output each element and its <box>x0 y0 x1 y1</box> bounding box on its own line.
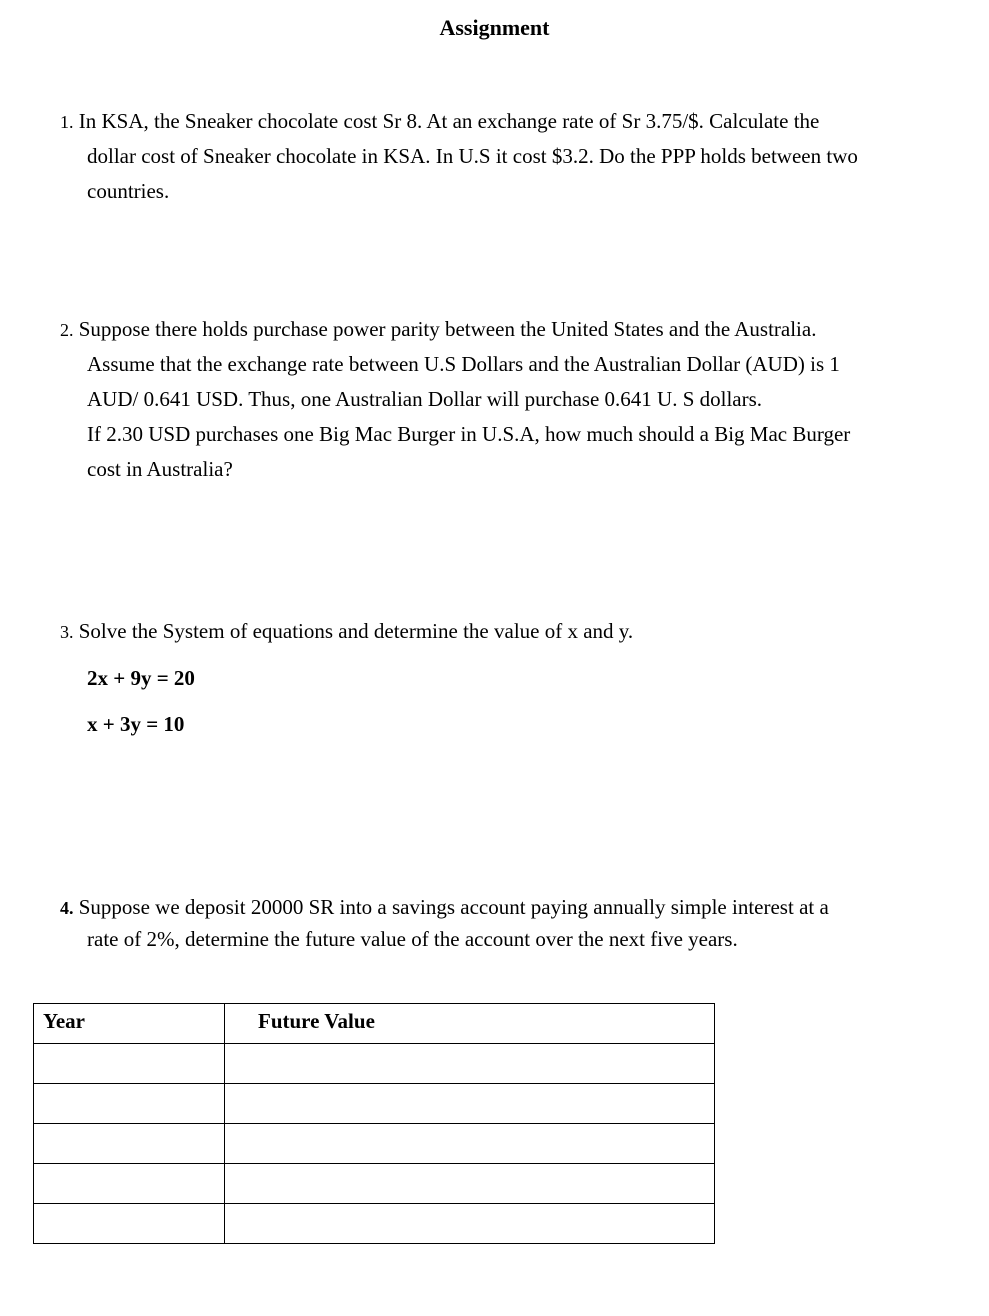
question-1-number: 1. <box>60 112 74 132</box>
future-value-header: Future Value <box>225 1004 715 1044</box>
question-3-line: 3. Solve the System of equations and determine the value of x and y. <box>60 619 634 643</box>
question-1-line: 1. In KSA, the Sneaker chocolate cost Sr 8. At an exchange rate of Sr 3.75/$. Calculate the <box>60 109 820 133</box>
question-2-line: If 2.30 USD purchases one Big Mac Burger in U.S.A, how much should a Big Mac Burger <box>87 422 851 446</box>
question-2-line: 2. Suppose there holds purchase power parity between the United States and the Australia. <box>60 317 817 341</box>
question-4-line: 4. Suppose we deposit 20000 SR into a savings account paying annually simple interest at a <box>60 895 829 919</box>
question-2-line: Assume that the exchange rate between U.S Dollars and the Australian Dollar (AUD) is 1 <box>87 352 840 376</box>
question-3-number: 3. <box>60 622 74 642</box>
future-value-cell <box>225 1124 715 1164</box>
year-cell <box>34 1084 225 1124</box>
page-title: Assignment <box>439 15 550 40</box>
question-1-line: countries. <box>87 179 170 203</box>
question-2-number: 2. <box>60 320 74 340</box>
year-cell <box>34 1164 225 1204</box>
table-row <box>34 1124 715 1164</box>
table-row <box>34 1084 715 1124</box>
question-1-line: dollar cost of Sneaker chocolate in KSA. In U.S it cost $3.2. Do the PPP holds between two <box>87 144 858 168</box>
question-4-line: rate of 2%, determine the future value of the account over the next five years. <box>87 927 738 951</box>
question-2-line: cost in Australia? <box>87 457 233 481</box>
future-value-cell <box>225 1044 715 1084</box>
table-row <box>34 1044 715 1084</box>
year-cell <box>34 1124 225 1164</box>
year-header: Year <box>34 1004 225 1044</box>
year-cell <box>34 1044 225 1084</box>
question-2 <box>60 312 960 487</box>
table-row <box>34 1164 715 1204</box>
question-3 <box>60 614 960 649</box>
table-header-row <box>34 1004 715 1044</box>
question-4-number: 4. <box>60 898 74 918</box>
question-2-line: AUD/ 0.641 USD. Thus, one Australian Dollar will purchase 0.641 U. S dollars. <box>87 387 763 411</box>
future-value-cell <box>225 1164 715 1204</box>
equation-2: x + 3y = 10 <box>87 712 185 736</box>
question-1 <box>60 104 960 209</box>
year-cell <box>34 1204 225 1244</box>
future-value-cell <box>225 1204 715 1244</box>
table-row <box>34 1204 715 1244</box>
equation-1: 2x + 9y = 20 <box>87 666 195 690</box>
future-value-cell <box>225 1084 715 1124</box>
future-value-table <box>33 1003 715 1244</box>
question-4 <box>60 891 960 955</box>
